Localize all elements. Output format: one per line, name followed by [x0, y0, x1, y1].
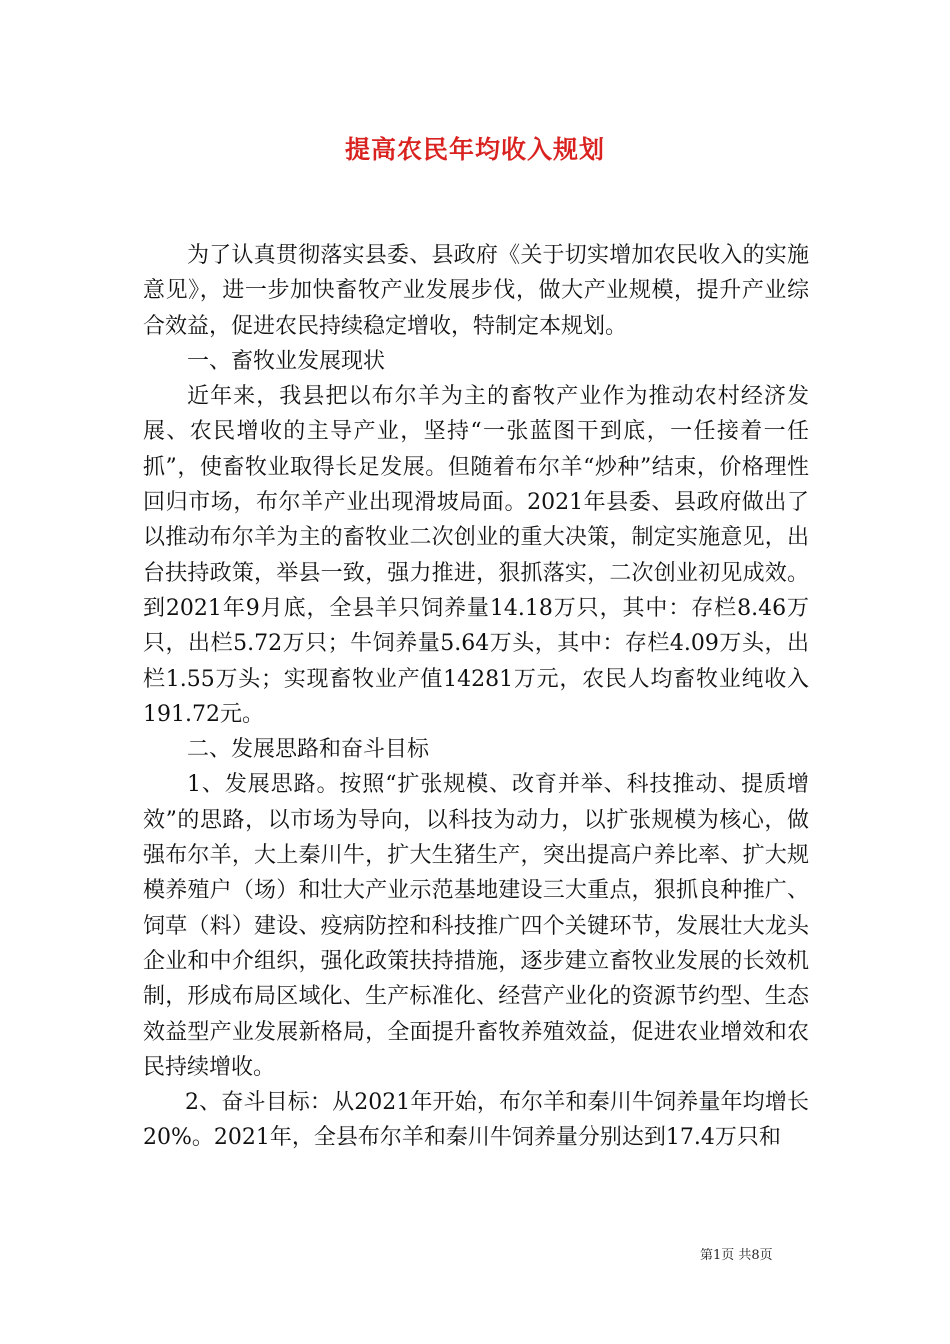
- document-title: 提高农民年均收入规划: [344, 135, 605, 164]
- paragraph-ideas: 1、发展思路。按照“扩张规模、改育并举、科技推动、提质增效”的思路，以市场为导向，以科技为动力，以扩张规模为核心，做强布尔羊，大上秦川牛，扩大生猪生产，突出提高户养比率、扩大规模养殖户（场）和壮大产业示范基地建设三大重点，狠抓良种推广、饲草（料）建设、疫病防控和科技推广四个关键环节，发展壮大龙头企业和中介组织，强化政策扶持措施，逐步建立畜牧业发展的长效机制，形成布局区域化、生产标准化、经营产业化的资源节约型、生态效益型产业发展新格局，全面提升畜牧养殖效益，促进农业增效和农民持续增收。: [143, 772, 809, 1080]
- paragraph-intro: 为了认真贯彻落实县委、县政府《关于切实增加农民收入的实施意见》，进一步加快畜牧产业发展步伐，做大产业规模，提升产业综合效益，促进农民持续稳定增收，特制定本规划。: [143, 243, 809, 339]
- document-body: [143, 238, 809, 1156]
- page-number: 第1页 共8页: [700, 1248, 773, 1263]
- section-heading-1: 一、畜牧业发展现状: [187, 348, 386, 374]
- paragraph-status: 近年来，我县把以布尔羊为主的畜牧产业作为推动农村经济发展、农民增收的主导产业，坚持“一张蓝图干到底，一任接着一任抓”，使畜牧业取得长足发展。但随着布尔羊“炒种”结束，价格理性回归市场，布尔羊产业出现滑坡局面。2021年县委、县政府做出了以推动布尔羊为主的畜牧业二次创业的重大决策，制定实施意见，出台扶持政策，举县一致，强力推进，狠抓落实，二次创业初见成效。到2021年9月底，全县羊只饲养量14.18万只，其中：存栏8.46万只，出栏5.72万只；牛饲养量5.64万头，其中：存栏4.09万头，出栏1.55万头；实现畜牧业产值14281万元，农民人均畜牧业纯收入191.72元。: [143, 384, 809, 727]
- section-heading-2: 二、发展思路和奋斗目标: [187, 737, 430, 763]
- paragraph-goals: 2、奋斗目标：从2021年开始，布尔羊和秦川牛饲养量年均增长20%。2021年，全县布尔羊和秦川牛饲养量分别达到17.4万只和: [143, 1090, 809, 1151]
